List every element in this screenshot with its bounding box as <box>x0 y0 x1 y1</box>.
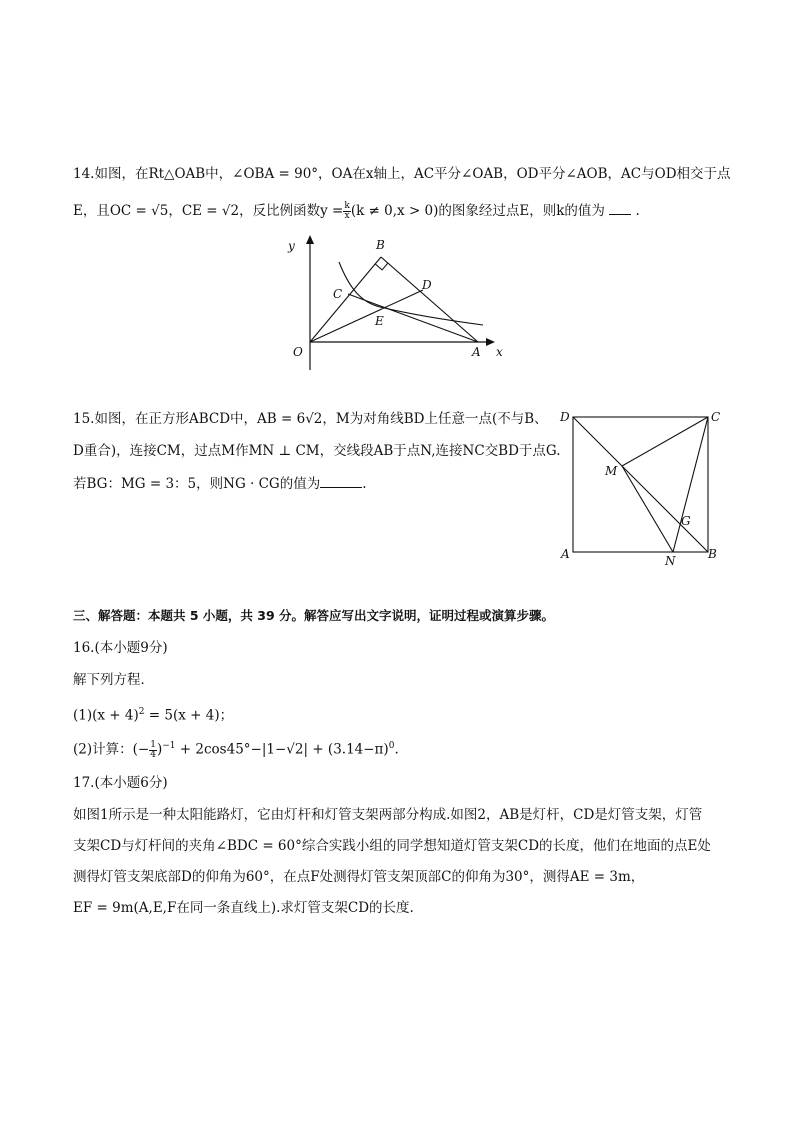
q17-line4: EF = 9m(A,E,F在同一条直线上).求灯管支架CD的长度. <box>73 900 414 916</box>
q14-label-A: A <box>472 345 481 359</box>
q16-p2-exp2: 0 <box>388 741 395 751</box>
q16-title: 16.(本小题9分) <box>73 640 168 656</box>
q16-p1-b: = 5(x + 4)； <box>144 707 234 724</box>
q17-line1: 如图1所示是一种太阳能路灯，它由灯杆和灯管支架两部分构成.如图2，AB是灯杆，CD是灯管支架，灯管 <box>73 807 703 823</box>
q14-line1: 14.如图，在Rt△OAB中，∠OBA = 90°，OA在x轴上，AC平分∠OAB，OD平分∠AOB，AC与OD相交于点 <box>73 166 731 182</box>
q14-seg-AC <box>348 294 478 342</box>
q15-line3 <box>73 473 367 494</box>
q14-fraction <box>343 202 350 221</box>
q14-answer-blank[interactable] <box>609 200 631 215</box>
q16-p2-d: . <box>394 741 399 758</box>
q14-label-C: C <box>333 287 343 301</box>
q15-line2: D重合)，连接CM，过点M作MN ⊥ CM，交线段AB于点N,连接NC交BD于点G. <box>73 443 561 459</box>
q17-line3: 测得灯管支架底部D的仰角为60°，在点F处测得灯管支架顶部C的仰角为30°，测得AE = 3m， <box>73 869 645 885</box>
q14-seg-BA <box>381 257 478 342</box>
q14-label-D: D <box>422 278 432 292</box>
q15-line3-end: . <box>362 476 367 492</box>
q14-seg-OB <box>310 257 381 342</box>
q14-y-arrow <box>306 235 314 244</box>
q17-title: 17.(本小题6分) <box>73 775 168 791</box>
q14-label-E: E <box>375 314 384 328</box>
q14-frac-den: x <box>344 211 350 221</box>
q15-answer-blank[interactable] <box>320 473 362 488</box>
q15-label-G: G <box>681 514 691 528</box>
q16-p2-num: 1 <box>150 739 156 750</box>
q15-line1: 15.如图，在正方形ABCD中，AB = 6√2，M为对角线BD上任意一点(不与B、 <box>73 411 548 427</box>
q15-label-N: N <box>665 554 676 568</box>
q14-label-x: x <box>496 345 503 359</box>
q16-p2-a: (2)计算：(− <box>73 741 150 758</box>
q15-label-M: M <box>605 464 618 478</box>
section3-heading: 三、解答题：本题共 5 小题，共 39 分。解答应写出文字说明，证明过程或演算步骤。 <box>73 608 555 623</box>
q15-label-C: C <box>711 410 721 424</box>
q16-p2-fraction <box>149 741 157 760</box>
q16-part1 <box>73 702 233 726</box>
q14-label-B: B <box>376 238 385 252</box>
q14-line2-part-a: E，且OC = √5，CE = √2，反比例函数y = <box>73 203 344 219</box>
q14-frac-num: k <box>344 201 350 211</box>
q16-p2-den: 4 <box>150 749 156 760</box>
q14-line2-end: . <box>635 203 640 219</box>
q14-x-arrow <box>486 338 495 346</box>
q15-line3-part-a: 若BG：MG = 3：5，则NG · CG的值为 <box>73 476 321 492</box>
q15-diag-BD <box>573 417 708 552</box>
q17-line2: 支架CD与灯杆间的夹角∠BDC = 60°综合实践小组的同学想知道灯管支架CD的长度，他们在地面的点E处 <box>73 838 711 854</box>
q14-line2-part-b: (k ≠ 0,x > 0)的图象经过点E，则k的值为 <box>350 203 605 219</box>
q15-label-D: D <box>560 410 570 424</box>
q14-line2 <box>73 200 640 221</box>
q14-label-y: y <box>288 239 295 253</box>
q14-hyperbola <box>339 262 483 325</box>
q16-p1-a: (1)(x + 4) <box>73 707 139 724</box>
q14-figure <box>285 232 510 372</box>
q15-label-A: A <box>561 547 570 561</box>
q16-p2-c: + 2cos45°−|1−√2| + (3.14−π) <box>175 741 389 758</box>
q15-seg-NC <box>673 417 708 552</box>
q15-figure <box>556 405 726 570</box>
q16-part2 <box>73 736 399 760</box>
q16-p2-b: ) <box>156 741 163 758</box>
q16-p2-exp1: −1 <box>162 741 176 751</box>
q16-intro: 解下列方程． <box>73 672 154 688</box>
q14-label-O: O <box>293 345 303 359</box>
q15-label-B: B <box>708 547 717 561</box>
q15-seg-CM <box>622 417 708 466</box>
q14-right-angle <box>375 263 388 270</box>
q16-p1-exp: 2 <box>138 707 145 717</box>
